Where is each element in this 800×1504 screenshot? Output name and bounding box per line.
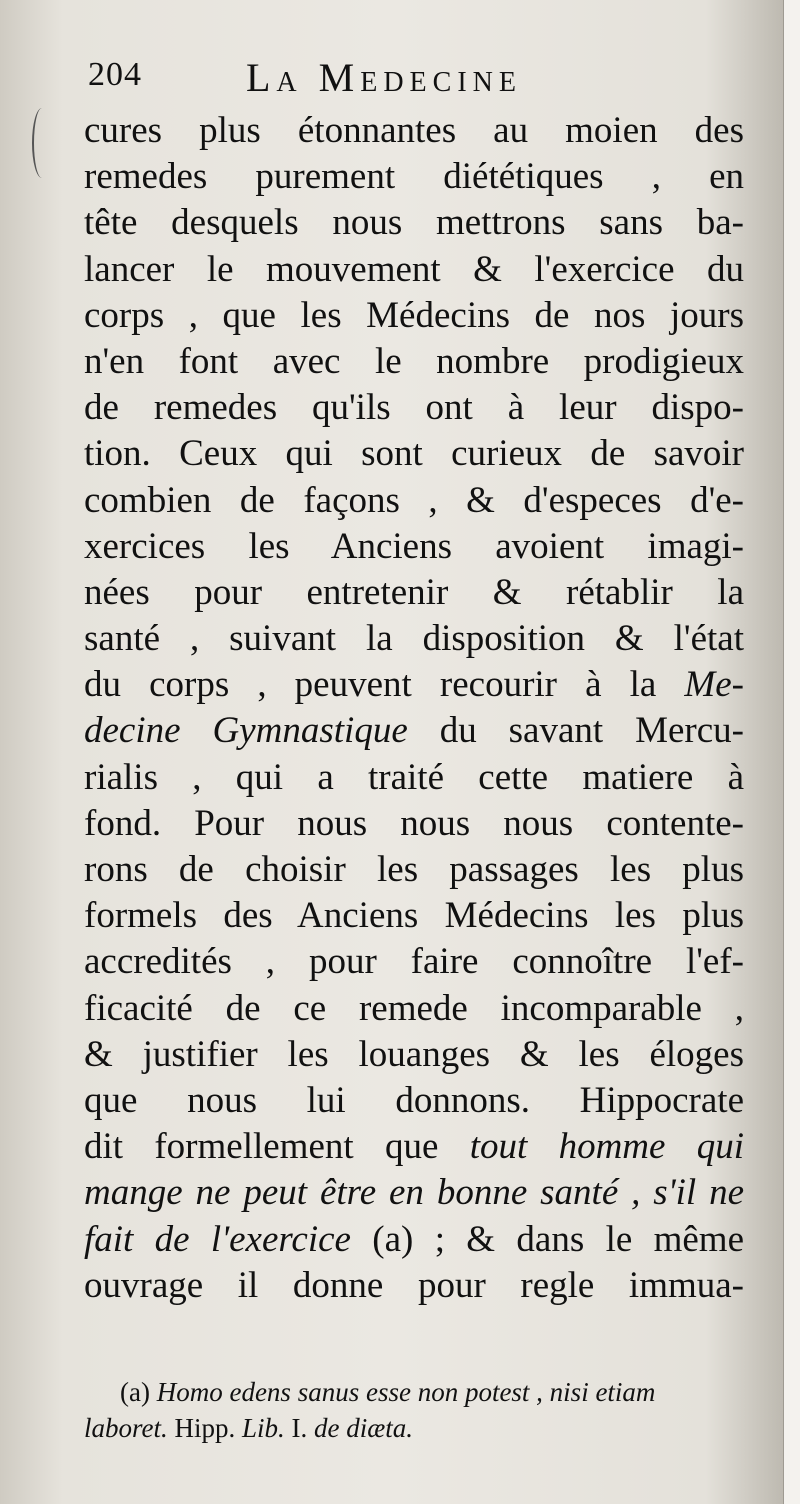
italic-run: de diæta. bbox=[314, 1413, 414, 1443]
italic-run: fait de l'exercice bbox=[84, 1218, 351, 1260]
text-line: xercices les Anciens avoient imagi- bbox=[84, 525, 744, 567]
footnote-line bbox=[84, 1374, 744, 1410]
text-line: n'en font avec le nombre prodigieux bbox=[84, 340, 744, 382]
running-title: La Medecine bbox=[246, 55, 522, 100]
text-line: combien de façons , & d'especes d'e- bbox=[84, 479, 744, 521]
text-line: fond. Pour nous nous nous contente- bbox=[84, 802, 744, 844]
text-line: & justifier les louanges & les éloges bbox=[84, 1033, 744, 1075]
text-line: remedes purement diététiques , en bbox=[84, 156, 744, 198]
text-run: (a) ; & dans le même bbox=[350, 1218, 745, 1260]
italic-run: Me- bbox=[684, 664, 744, 706]
text-line: que nous lui donnons. Hippocrate bbox=[84, 1079, 744, 1121]
text-line bbox=[84, 662, 744, 708]
footnote-marker: (a) bbox=[120, 1377, 157, 1407]
italic-run: Homo edens sanus esse non potest , nisi etiam bbox=[156, 1377, 656, 1407]
text-run: Hipp. bbox=[167, 1413, 242, 1443]
text-line: mange ne peut être en bonne santé , s'il ne bbox=[84, 1172, 744, 1214]
text-line: ficacité de ce remede incomparable , bbox=[84, 987, 744, 1029]
text-line bbox=[84, 708, 744, 754]
text-line: rons de choisir les passages les plus bbox=[84, 849, 744, 890]
footnote bbox=[84, 1374, 744, 1446]
text-run: du corps , peuvent recourir à la bbox=[84, 664, 685, 706]
italic-run: decine Gymnastique bbox=[84, 710, 408, 752]
body-text bbox=[84, 108, 744, 1309]
text-line: accredités , pour faire connoître l'ef- bbox=[84, 941, 744, 983]
footnote-line bbox=[84, 1410, 744, 1446]
text-run: dit formellement que bbox=[84, 1126, 470, 1168]
page-edge bbox=[783, 0, 800, 1504]
text-line: nées pour entretenir & rétablir la bbox=[84, 571, 744, 613]
text-line: formels des Anciens Médecins les plus bbox=[84, 895, 744, 937]
text-line: corps , que les Médecins de nos jours bbox=[84, 294, 744, 336]
text-run: I. bbox=[284, 1413, 315, 1443]
text-line: tête desquels nous mettrons sans ba- bbox=[84, 202, 744, 244]
text-line: de remedes qu'ils ont à leur dispo- bbox=[84, 387, 744, 429]
text-run: du savant Mercu- bbox=[407, 710, 744, 752]
text-line: rialis , qui a traité cette matiere à bbox=[84, 756, 744, 798]
text-line: cures plus étonnantes au moien des bbox=[84, 110, 744, 151]
italic-run: tout homme qui bbox=[469, 1126, 745, 1168]
text-line: tion. Ceux qui sont curieux de savoir bbox=[84, 433, 744, 475]
text-line: santé , suivant la disposition & l'état bbox=[84, 618, 744, 660]
margin-mark bbox=[32, 108, 52, 178]
page-number: 204 bbox=[88, 56, 142, 93]
text-line: ouvrage il donne pour regle immua- bbox=[84, 1264, 744, 1306]
text-line bbox=[84, 1217, 744, 1263]
text-line bbox=[84, 1124, 744, 1170]
running-head bbox=[88, 52, 708, 102]
italic-run: Lib. bbox=[242, 1413, 285, 1443]
italic-run: laboret. bbox=[84, 1413, 168, 1443]
text-line: lancer le mouvement & l'exercice du bbox=[84, 248, 744, 290]
